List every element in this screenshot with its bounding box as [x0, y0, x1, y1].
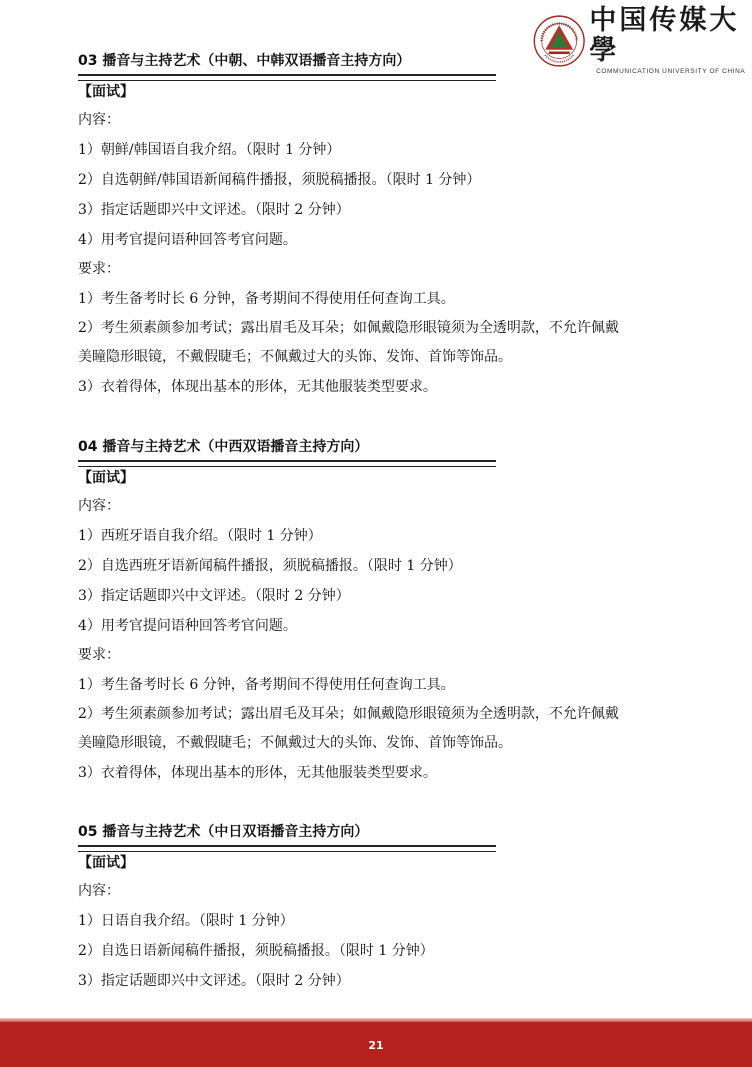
content-line: 1）朝鲜/韩国语自我介绍。（限时 1 分钟）	[78, 142, 341, 158]
title-rule	[78, 74, 496, 81]
section-04-heading	[78, 437, 496, 488]
content-line: 要求：	[78, 647, 120, 663]
content-line: 1）考生备考时长 6 分钟，备考期间不得使用任何查询工具。	[78, 291, 455, 307]
content-line: 2）考生须素颜参加考试；露出眉毛及耳朵；如佩戴隐形眼镜须为全透明款，不允许佩戴	[78, 706, 619, 722]
section-03-heading	[78, 51, 496, 102]
section-title: 05 播音与主持艺术（中日双语播音主持方向）	[78, 824, 369, 840]
content-line: 2）自选日语新闻稿件播报，须脱稿播报。（限时 1 分钟）	[78, 943, 434, 959]
title-rule	[78, 460, 496, 467]
content-line: 3）衣着得体，体现出基本的形体，无其他服装类型要求。	[78, 765, 437, 781]
title-rule	[78, 845, 496, 852]
section-subheading: 【面试】	[78, 84, 134, 100]
section-05-heading	[78, 822, 496, 873]
content-line: 2）自选朝鲜/韩国语新闻稿件播报，须脱稿播报。（限时 1 分钟）	[78, 172, 481, 188]
section-subheading: 【面试】	[78, 855, 134, 871]
content-line: 内容：	[78, 883, 120, 899]
section-title: 03 播音与主持艺术（中朝、中韩双语播音主持方向）	[78, 53, 411, 69]
content-line: 内容：	[78, 498, 120, 514]
content-line: 美瞳隐形眼镜，不戴假睫毛；不佩戴过大的头饰、发饰、首饰等饰品。	[78, 349, 512, 365]
university-seal-icon	[533, 12, 585, 70]
content-line: 1）考生备考时长 6 分钟，备考期间不得使用任何查询工具。	[78, 677, 455, 693]
logo-english-name: COMMUNICATION UNIVERSITY OF CHINA	[596, 68, 746, 75]
content-line: 4）用考官提问语种回答考官问题。	[78, 232, 297, 248]
section-subheading: 【面试】	[78, 470, 134, 486]
content-line: 3）指定话题即兴中文评述。（限时 2 分钟）	[78, 202, 350, 218]
content-line: 内容：	[78, 112, 120, 128]
content-line: 美瞳隐形眼镜，不戴假睫毛；不佩戴过大的头饰、发饰、首饰等饰品。	[78, 735, 512, 751]
section-title: 04 播音与主持艺术（中西双语播音主持方向）	[78, 439, 369, 455]
university-logo	[533, 6, 752, 75]
content-line: 1）西班牙语自我介绍。（限时 1 分钟）	[78, 528, 322, 544]
content-line: 3）指定话题即兴中文评述。（限时 2 分钟）	[78, 588, 350, 604]
content-line: 1）日语自我介绍。（限时 1 分钟）	[78, 913, 294, 929]
content-line: 4）用考官提问语种回答考官问题。	[78, 618, 297, 634]
page-number: 21	[368, 1039, 384, 1052]
content-line: 要求：	[78, 261, 120, 277]
logo-chinese-name: 中国传媒大學	[589, 5, 740, 66]
content-line: 3）衣着得体，体现出基本的形体，无其他服装类型要求。	[78, 379, 437, 395]
content-line: 3）指定话题即兴中文评述。（限时 2 分钟）	[78, 973, 350, 989]
content-line: 2）考生须素颜参加考试；露出眉毛及耳朵；如佩戴隐形眼镜须为全透明款，不允许佩戴	[78, 320, 619, 336]
content-line: 2）自选西班牙语新闻稿件播报，须脱稿播报。（限时 1 分钟）	[78, 558, 462, 574]
